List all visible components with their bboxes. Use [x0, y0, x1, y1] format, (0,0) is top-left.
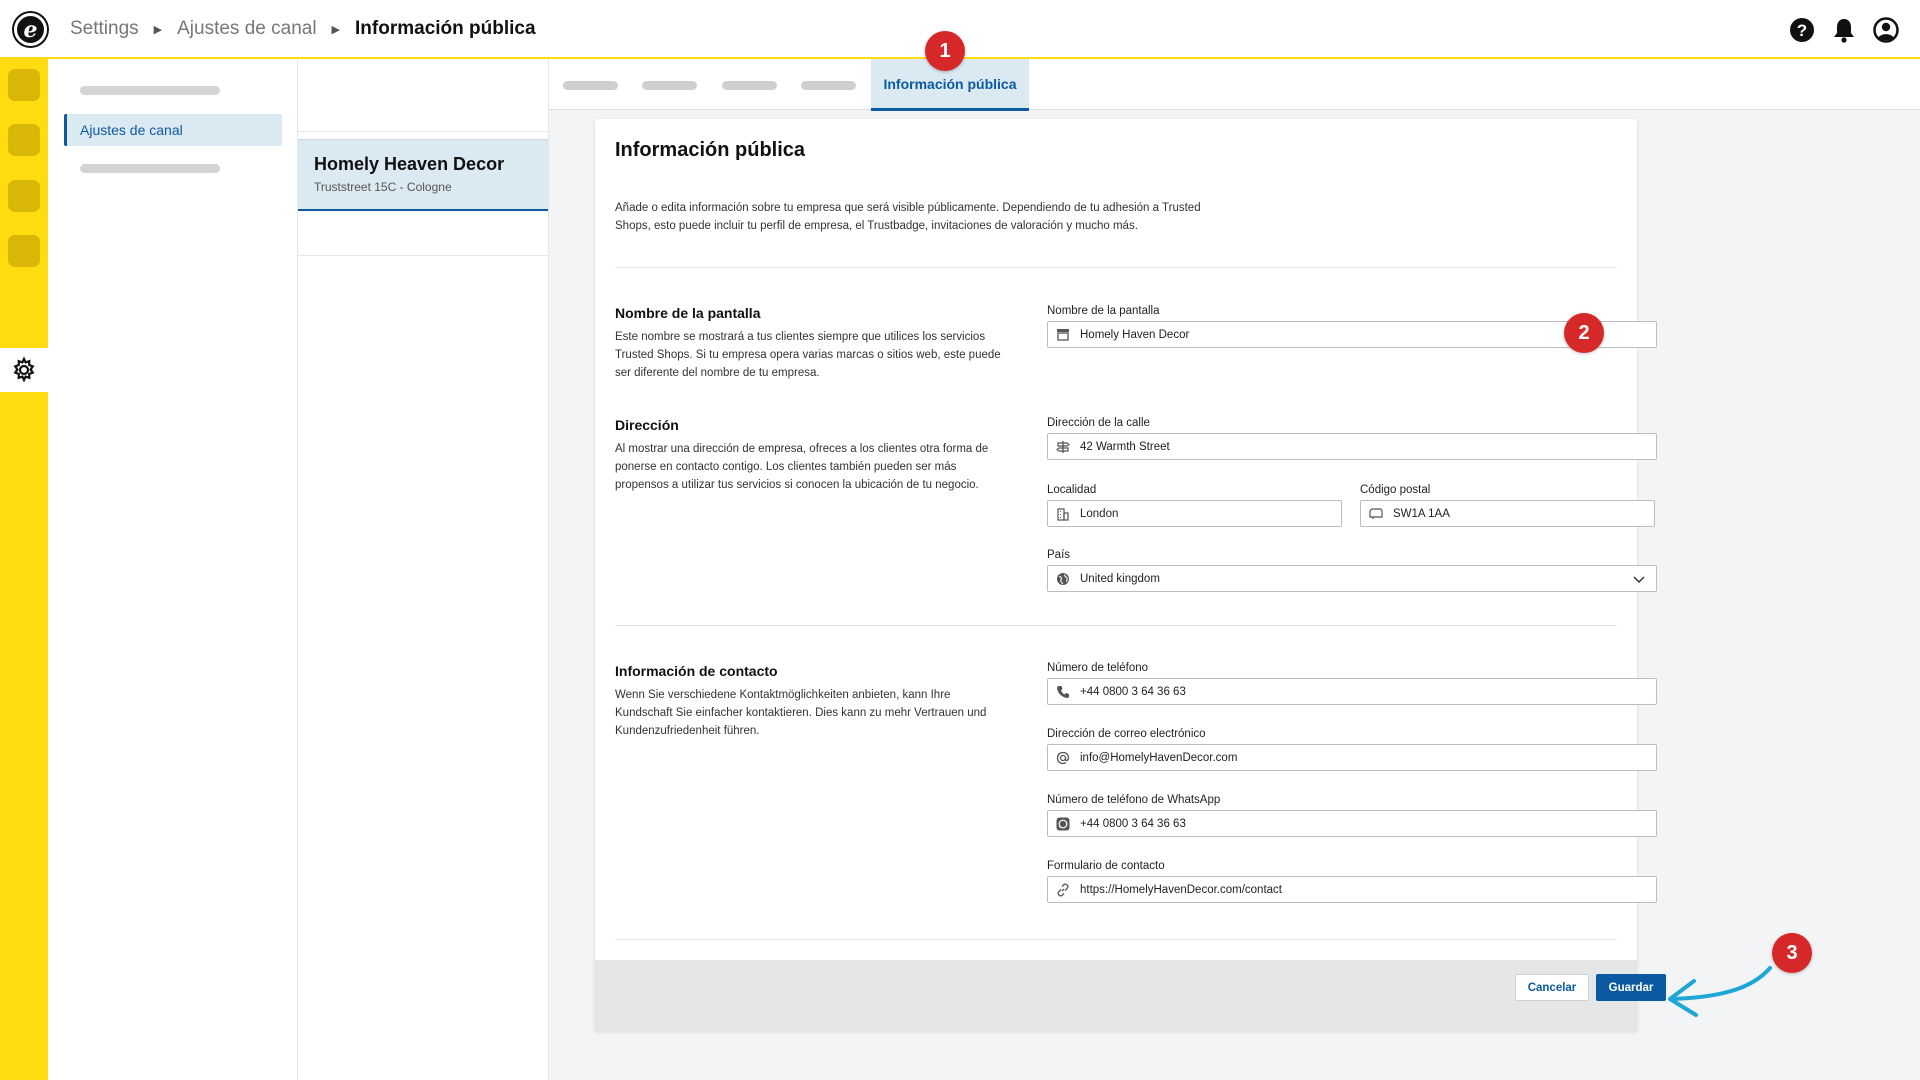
- sidebar-item-placeholder[interactable]: [8, 180, 40, 212]
- label-phone: Número de teléfono: [1047, 662, 1149, 674]
- main-content: [549, 59, 1920, 1080]
- step-marker-3: 3: [1772, 933, 1812, 973]
- phone-input[interactable]: [1047, 678, 1657, 705]
- label-city: Localidad: [1047, 484, 1097, 496]
- display-name-value: Homely Haven Decor: [1080, 328, 1190, 341]
- country-select[interactable]: [1047, 565, 1657, 592]
- label-whatsapp: Número de teléfono de WhatsApp: [1047, 794, 1221, 806]
- step-marker-2: 2: [1564, 313, 1604, 353]
- bell-icon[interactable]: [1830, 16, 1858, 44]
- tab-placeholder[interactable]: [722, 81, 777, 90]
- postal-code-input[interactable]: [1360, 500, 1655, 527]
- tab-bar: [549, 59, 1920, 110]
- contact-form-input[interactable]: [1047, 876, 1657, 903]
- breadcrumb-separator-icon: ▶: [153, 23, 163, 36]
- city-value: London: [1080, 507, 1119, 520]
- label-country: País: [1047, 549, 1071, 561]
- tab-placeholder[interactable]: [642, 81, 697, 90]
- mailbox-icon: [1369, 507, 1383, 521]
- card-intro: Añade o edita información sobre tu empresa que será visible públicamente. Dependiendo de tu adhesión a Trusted Shops, esto puede incluir tu perfil de empresa, el Trustbadge, invitaciones de valoración y mucho más.: [615, 202, 1201, 232]
- section-title-address: Dirección: [615, 417, 679, 433]
- label-contact-form: Formulario de contacto: [1047, 860, 1165, 872]
- postal-code-value: SW1A 1AA: [1393, 507, 1450, 520]
- gear-icon: [10, 356, 38, 384]
- pointer-arrow-icon: [1660, 955, 1780, 1025]
- card-title: Información pública: [615, 139, 806, 161]
- label-email: Dirección de correo electrónico: [1047, 728, 1206, 740]
- email-input[interactable]: [1047, 744, 1657, 771]
- divider: [298, 131, 548, 132]
- phone-value: +44 0800 3 64 36 63: [1080, 685, 1186, 698]
- channel-address: Truststreet 15C - Cologne: [314, 180, 452, 194]
- sidebar-item-placeholder[interactable]: [8, 235, 40, 267]
- tab-placeholder[interactable]: [563, 81, 618, 90]
- street-value: 42 Warmth Street: [1080, 440, 1170, 453]
- tab-placeholder[interactable]: [801, 81, 856, 90]
- step-marker-1: 1: [925, 31, 965, 71]
- whatsapp-input[interactable]: [1047, 810, 1657, 837]
- chevron-down-icon: [1632, 572, 1646, 589]
- public-info-card: [595, 119, 1654, 1031]
- phone-icon: [1056, 685, 1070, 699]
- at-sign-icon: [1056, 751, 1070, 765]
- sidebar-item-placeholder[interactable]: [8, 69, 40, 101]
- cancel-button[interactable]: Cancelar: [1515, 974, 1589, 1001]
- tab-public-information[interactable]: Información pública: [871, 59, 1029, 111]
- whatsapp-value: +44 0800 3 64 36 63: [1080, 817, 1186, 830]
- country-value: United kingdom: [1080, 572, 1160, 585]
- section-title-display-name: Nombre de la pantalla: [615, 305, 761, 321]
- storefront-icon: [1056, 328, 1070, 342]
- breadcrumb-channel-settings[interactable]: Ajustes de canal: [177, 18, 317, 39]
- divider: [615, 939, 1617, 940]
- section-desc-address: Al mostrar una dirección de empresa, ofreces a los clientes otra forma de ponerse en contacto contigo. Los clientes también pueden ser más propensos a utilizar tus servicios si conocen la ubicación de tu negocio.: [615, 443, 989, 491]
- save-button[interactable]: Guardar: [1596, 974, 1666, 1001]
- street-input[interactable]: [1047, 433, 1657, 460]
- section-desc-display-name: Este nombre se mostrará a tus clientes siempre que utilices los servicios Trusted Shops. Si tu empresa opera varias marcas o sitios web, este puede ser diferente del nombre de tu empresa.: [615, 331, 1001, 379]
- section-desc-contact: Wenn Sie verschiedene Kontaktmöglichkeiten anbieten, kann Ihre Kundschaft Sie einfacher kontaktieren. Dies kann zu mehr Vertrauen und Kundenzufriedenheit führen.: [615, 689, 987, 737]
- divider: [298, 255, 548, 256]
- section-title-contact: Información de contacto: [615, 663, 778, 679]
- settings-nav: [48, 59, 298, 1080]
- app-sidebar: [0, 59, 48, 1080]
- channel-name: Homely Heaven Decor: [314, 154, 505, 174]
- city-input[interactable]: [1047, 500, 1342, 527]
- nav-item-channel-settings[interactable]: Ajustes de canal: [64, 114, 282, 146]
- channel-item-selected[interactable]: [298, 139, 548, 211]
- channel-list: [298, 59, 549, 1080]
- divider: [615, 267, 1617, 268]
- breadcrumb: [70, 18, 536, 40]
- globe-icon: [1056, 572, 1070, 586]
- signpost-icon: [1056, 440, 1070, 454]
- sidebar-item-placeholder[interactable]: [8, 124, 40, 156]
- link-icon: [1056, 883, 1070, 897]
- nav-item-placeholder[interactable]: [80, 164, 220, 173]
- card-footer: [595, 960, 1654, 1031]
- whatsapp-icon: [1056, 817, 1070, 831]
- svg-text:?: ?: [1796, 21, 1808, 40]
- building-icon: [1056, 507, 1070, 521]
- help-icon[interactable]: [1788, 16, 1816, 44]
- user-icon[interactable]: [1872, 16, 1900, 44]
- app-logo[interactable]: e: [14, 13, 47, 46]
- contact-form-value: https://HomelyHavenDecor.com/contact: [1080, 883, 1282, 896]
- sidebar-item-settings[interactable]: [0, 348, 48, 392]
- label-street: Dirección de la calle: [1047, 417, 1150, 429]
- label-postal-code: Código postal: [1360, 484, 1431, 496]
- top-icons: [1788, 16, 1900, 44]
- divider: [615, 625, 1617, 626]
- breadcrumb-current: Información pública: [355, 18, 536, 39]
- nav-item-placeholder[interactable]: [80, 86, 220, 95]
- breadcrumb-separator-icon: ▶: [331, 23, 341, 36]
- breadcrumb-settings[interactable]: Settings: [70, 18, 139, 39]
- email-value: info@HomelyHavenDecor.com: [1080, 751, 1238, 764]
- label-display-name: Nombre de la pantalla: [1047, 305, 1160, 317]
